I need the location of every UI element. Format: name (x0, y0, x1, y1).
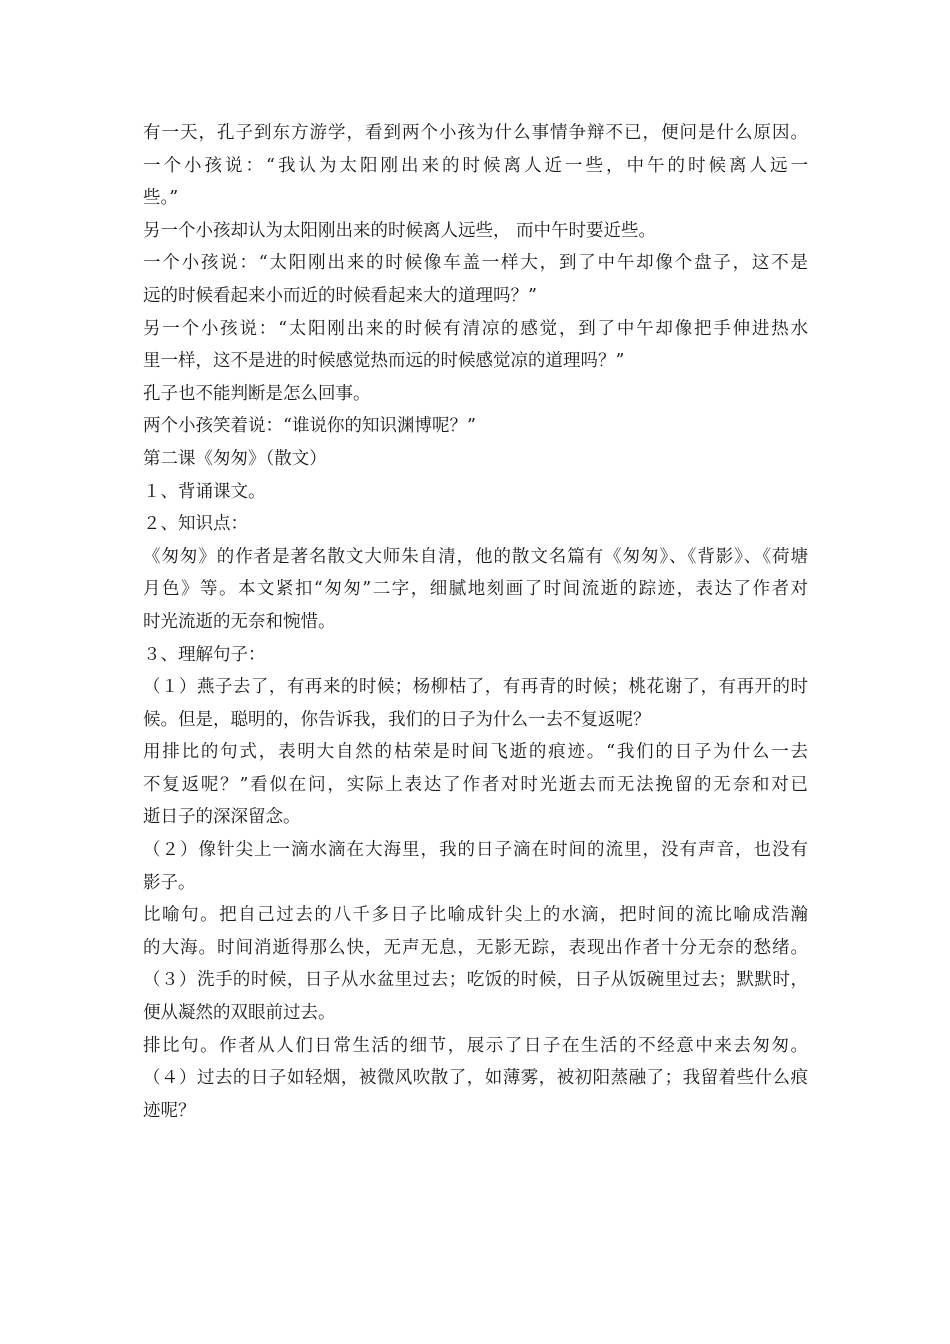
text-line: 用排比的句式，表明大自然的枯荣是时间飞逝的痕迹。“我们的日子为什么一去 (143, 742, 808, 763)
text-line: 有一天，孔子到东方游学，看到两个小孩为什么事情争辩不已，便问是什么原因。 (143, 123, 808, 143)
text-line: 月色》等。本文紧扣“匆匆”二字，细腻地刻画了时间流逝的踪迹，表达了作者对 (143, 579, 808, 600)
text-line: （４）过去的日子如轻烟，被微风吹散了，如薄雾，被初阳蒸融了；我留着些什么痕 (143, 1068, 808, 1089)
text-line: 一个小孩说：“太阳刚出来的时候像车盖一样大，到了中午却像个盘子，这不是 (143, 253, 808, 274)
text-line: 里一样，这不是进的时候感觉热而远的时候感觉凉的道理吗？” (143, 351, 625, 372)
text-line: 另一个小孩说：“太阳刚出来的时候有清凉的感觉，到了中午却像把手伸进热水 (143, 318, 808, 339)
text-line: 远的时候看起来小而近的时候看起来大的道理吗？” (143, 285, 537, 306)
text-line: 孔子也不能判断是怎么回事。 (143, 383, 371, 404)
text-line: ３、理解句子： (143, 644, 266, 665)
text-line: 《匆匆》的作者是著名散文大师朱自清，他的散文名篇有《匆匆》、《背影》、《荷塘 (143, 546, 808, 567)
text-line: 逝日子的深深留念。 (143, 807, 301, 828)
text-line: 些。” (143, 188, 179, 209)
text-line: 两个小孩笑着说：“谁说你的知识渊博呢？” (143, 416, 476, 437)
text-line: 候。但是，聪明的，你告诉我，我们的日子为什么一去不复返呢？ (143, 709, 651, 730)
text-line: 第二课《匆匆》（散文） (143, 448, 327, 469)
text-line: 时光流逝的无奈和惋惜。 (143, 611, 336, 632)
text-line: 另一个小孩却认为太阳刚出来的时候离人远些， 而中午时要近些。 (143, 220, 657, 241)
document-body (143, 117, 808, 1127)
text-line: 不复返呢？”看似在问，实际上表达了作者对时光逝去而无法挽留的无奈和对已 (143, 774, 808, 795)
text-line: １、背诵课文。 (143, 481, 266, 502)
text-line: 便从凝然的双眼前过去。 (143, 1003, 336, 1024)
text-line: 比喻句。把自己过去的八千多日子比喻成针尖上的水滴，把时间的流比喻成浩瀚 (143, 905, 808, 926)
text-line: 影子。 (143, 872, 196, 893)
text-line: ２、知识点： (143, 514, 248, 535)
text-line: 的大海。时间消逝得那么快，无声无息，无影无踪，表现出作者十分无奈的愁绪。 (143, 937, 808, 958)
text-line: 排比句。作者从人们日常生活的细节，展示了日子在生活的不经意中来去匆匆。 (143, 1035, 808, 1056)
text-line: （２）像针尖上一滴水滴在大海里，我的日子滴在时间的流里，没有声音，也没有 (143, 840, 808, 861)
text-line: 迹呢？ (143, 1100, 196, 1121)
text-line: 一个小孩说：“我认为太阳刚出来的时候离人近一些，中午的时候离人远一 (143, 155, 808, 176)
text-line: （３）洗手的时候，日子从水盆里过去；吃饭的时候，日子从饭碗里过去；默默时， (143, 970, 808, 991)
text-line: （１）燕子去了，有再来的时候；杨柳枯了，有再青的时候；桃花谢了，有再开的时 (143, 677, 808, 698)
